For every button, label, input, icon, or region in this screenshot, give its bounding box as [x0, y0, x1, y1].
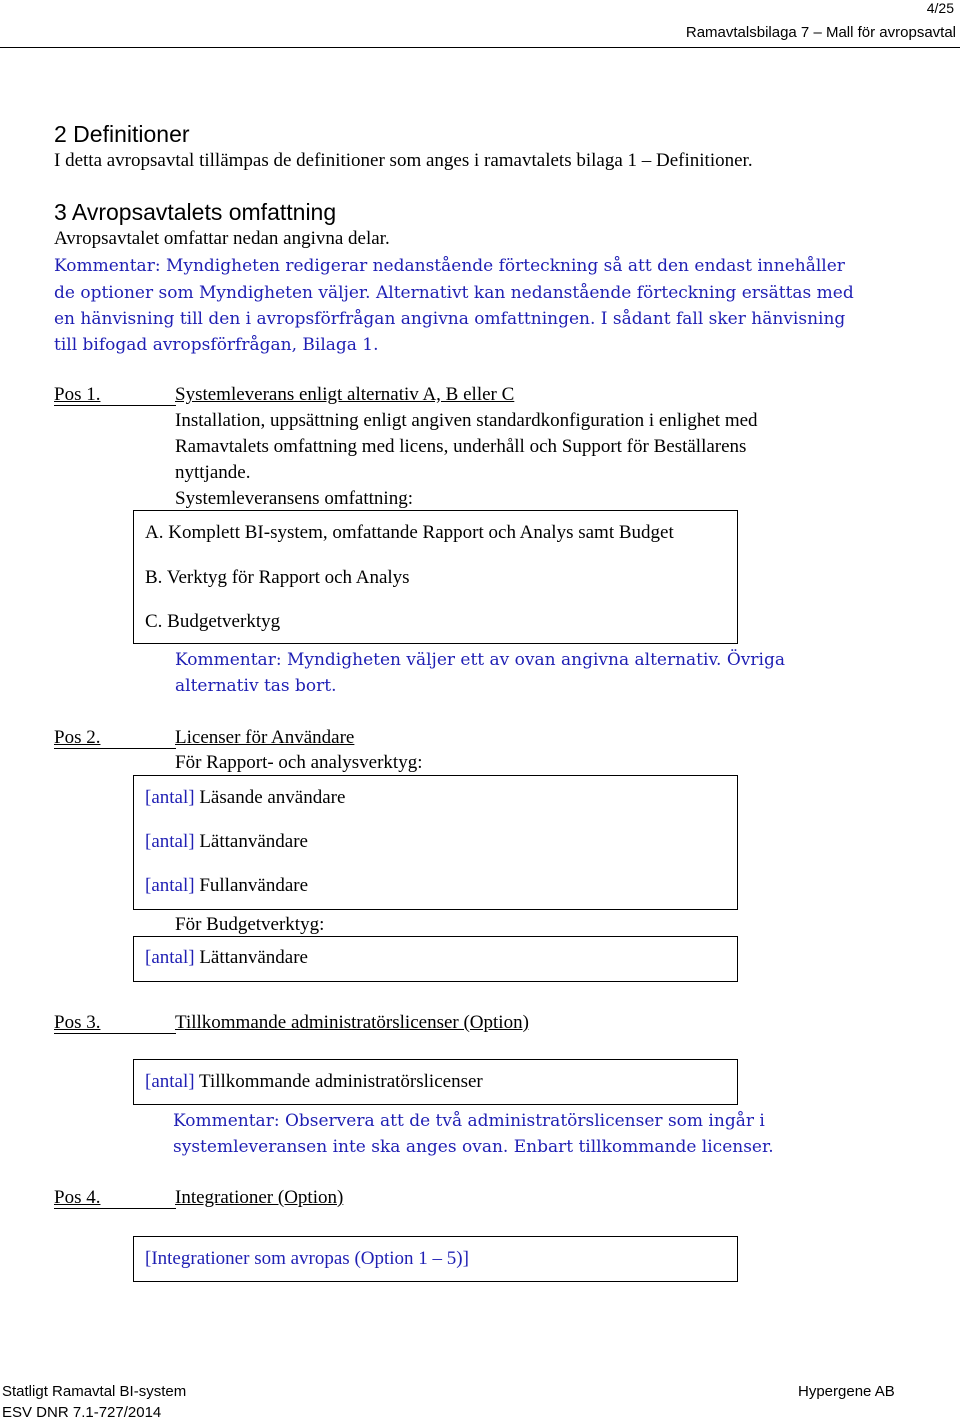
admin-license-row: [145, 1069, 483, 1095]
pos-4-label: Pos 4.: [54, 1187, 101, 1208]
pos-3-label: Pos 3.: [54, 1012, 101, 1033]
pos-2-title: Licenser för Användare: [175, 727, 355, 748]
pos-2-underline: [54, 748, 176, 749]
pos-1-desc-line: nyttjande.: [175, 462, 251, 483]
section-3-text: Avropsavtalet omfattar nedan angivna delar.: [54, 228, 390, 249]
pos-1-desc-line: Installation, uppsättning enligt angiven standardkonfiguration i enlighet med: [175, 410, 758, 431]
integrations-placeholder: [Integrationer som avropas (Option 1 – 5)]: [145, 1248, 469, 1269]
section-2-text: I detta avropsavtal tillämpas de definitioner som anges i ramavtalets bilaga 1 – Definitioner.: [54, 150, 753, 171]
document-title: Ramavtalsbilaga 7 – Mall för avropsavtal: [685, 24, 956, 41]
count-placeholder: [antal]: [145, 875, 195, 896]
pos-2-label: Pos 2.: [54, 727, 101, 748]
license-row: [145, 829, 308, 855]
section-3-comment-line: till bifogad avropsförfrågan, Bilaga 1.: [54, 335, 379, 355]
section-2-heading: 2 Definitioner: [54, 121, 190, 147]
pos-1-comment-line: Kommentar: Myndigheten väljer ett av ovan angivna alternativ. Övriga: [175, 650, 785, 670]
pos-3-comment-line: systemleveransen inte ska anges ovan. Enbart tillkommande licenser.: [173, 1137, 774, 1157]
footer-contract-name: Statligt Ramavtal BI-system: [2, 1383, 187, 1400]
license-type: Fullanvändare: [199, 875, 309, 896]
pos-3-underline: [54, 1033, 176, 1034]
license-row: [145, 785, 345, 811]
footer-supplier: Hypergene AB: [798, 1383, 895, 1400]
pos-1-label: Pos 1.: [54, 384, 101, 405]
option-c: C. Budgetverktyg: [145, 611, 281, 632]
license-type: Lättanvändare: [199, 831, 308, 852]
option-b: B. Verktyg för Rapport och Analys: [145, 567, 410, 588]
pos-1-scope-label: Systemleveransens omfattning:: [175, 488, 413, 509]
pos-4-underline: [54, 1208, 176, 1209]
admin-license-text: Tillkommande administratörslicenser: [199, 1071, 483, 1092]
license-type: Läsande användare: [199, 787, 346, 808]
header-rule: [0, 47, 960, 48]
license-row: [145, 873, 308, 899]
pos-4-title: Integrationer (Option): [175, 1187, 344, 1208]
page-number: 4/25: [926, 0, 954, 16]
count-placeholder: [antal]: [145, 831, 195, 852]
pos-1-comment-line: alternativ tas bort.: [175, 676, 337, 696]
section-3-comment-line: de optioner som Myndigheten väljer. Alternativt kan nedanstående förteckning ersättas med: [54, 283, 854, 303]
footer-reference: ESV DNR 7.1-727/2014: [2, 1404, 162, 1421]
license-type: Lättanvändare: [199, 947, 308, 968]
pos-2-sub-budget: För Budgetverktyg:: [175, 914, 325, 935]
section-3-comment-line: Kommentar: Myndigheten redigerar nedanstående förteckning så att den endast innehåller: [54, 256, 845, 276]
section-3-heading: 3 Avropsavtalets omfattning: [54, 199, 337, 225]
pos-3-comment-line: Kommentar: Observera att de två administratörslicenser som ingår i: [173, 1111, 765, 1131]
count-placeholder: [antal]: [145, 1071, 195, 1092]
pos-1-desc-line: Ramavtalets omfattning med licens, underhåll och Support för Beställarens: [175, 436, 747, 457]
pos-1-title: Systemleverans enligt alternativ A, B eller C: [175, 384, 515, 405]
license-row: [145, 945, 308, 971]
pos-2-sub-rapport: För Rapport- och analysverktyg:: [175, 752, 423, 773]
count-placeholder: [antal]: [145, 787, 195, 808]
section-3-comment-line: en hänvisning till den i avropsförfrågan angivna omfattningen. I sådant fall sker hänvisning: [54, 309, 846, 329]
count-placeholder: [antal]: [145, 947, 195, 968]
pos-1-underline: [54, 405, 176, 406]
option-a: A. Komplett BI-system, omfattande Rapport och Analys samt Budget: [145, 522, 674, 543]
pos-3-title: Tillkommande administratörslicenser (Option): [175, 1012, 529, 1033]
